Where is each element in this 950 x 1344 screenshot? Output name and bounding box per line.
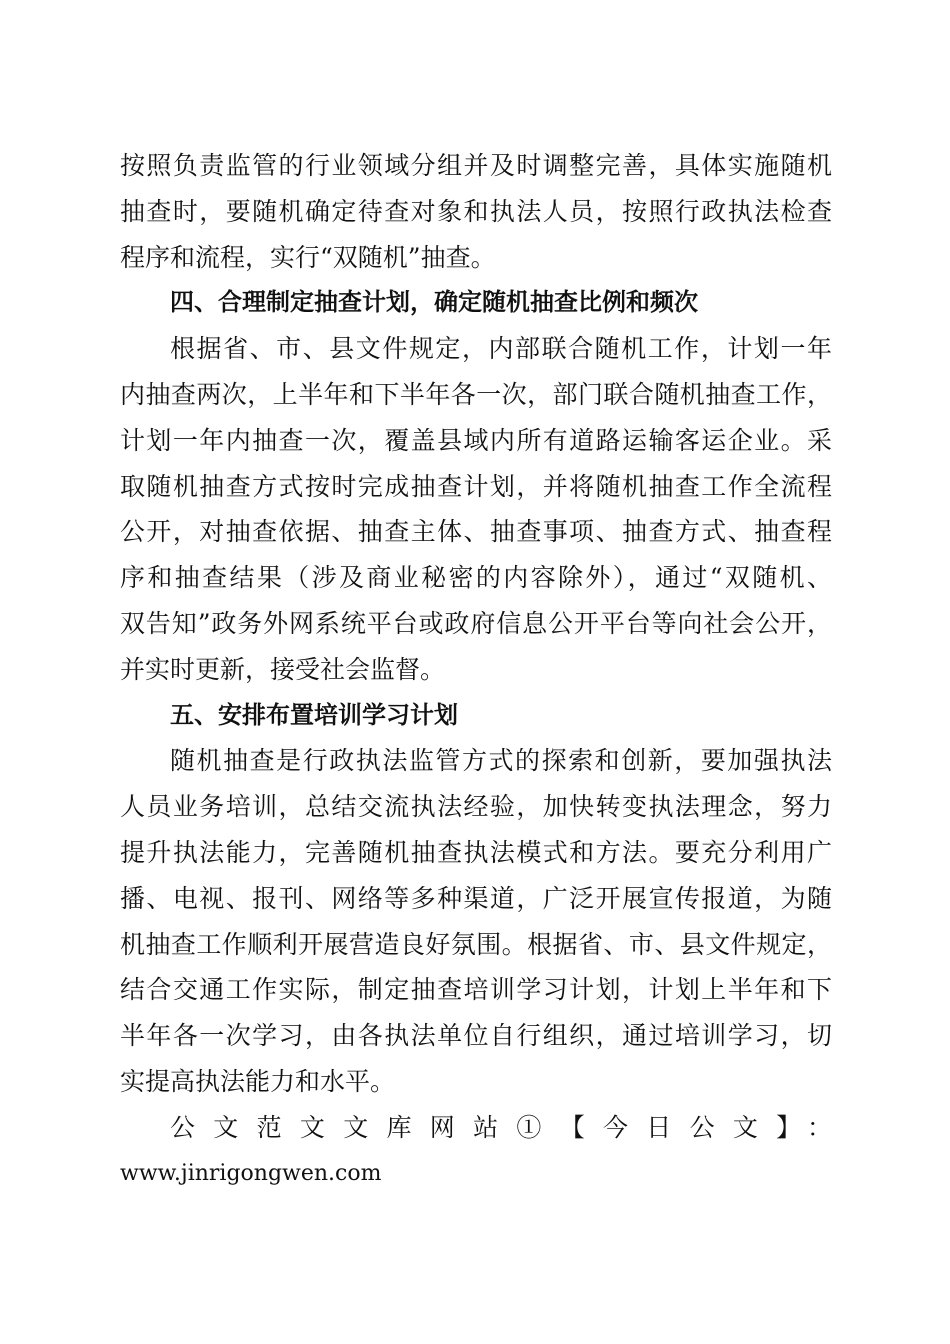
text-line: 序和抽查结果（涉及商业秘密的内容除外），通过“双随机、 — [120, 563, 832, 593]
section-heading: 四、合理制定抽查计划，确定随机抽查比例和频次 — [170, 288, 698, 317]
section-four — [120, 280, 832, 692]
section-five — [120, 693, 832, 1105]
text-line: 抽查时，要随机确定待查对象和执法人员，按照行政执法检查 — [120, 196, 832, 226]
text-line: 实提高执法能力和水平。 — [120, 1066, 396, 1096]
paragraph-top — [120, 143, 832, 280]
text-line: 并实时更新，接受社会监督。 — [120, 654, 446, 684]
section-heading: 五、安排布置培训学习计划 — [170, 700, 458, 729]
text-line: 根据省、市、县文件规定，内部联合随机工作，计划一年 — [170, 334, 832, 364]
text-line: 取随机抽查方式按时完成抽查计划，并将随机抽查工作全流程 — [120, 471, 832, 501]
source-url[interactable]: www.jinrigongwen.com — [120, 1160, 382, 1186]
text-line: 播、电视、报刊、网络等多种渠道，广泛开展宣传报道，为随 — [120, 883, 832, 913]
text-line: 按照负责监管的行业领域分组并及时调整完善，具体实施随机 — [120, 151, 832, 180]
text-line: 公开，对抽查依据、抽查主体、抽查事项、抽查方式、抽查程 — [120, 517, 832, 547]
text-line: 程序和流程，实行“双随机”抽查。 — [120, 242, 496, 272]
text-line: 机抽查工作顺利开展营造良好氛围。根据省、市、县文件规定， — [120, 929, 832, 959]
text-line: 结合交通工作实际，制定抽查培训学习计划，计划上半年和下 — [120, 975, 832, 1005]
text-line: 随机抽查是行政执法监管方式的探索和创新，要加强执法 — [170, 746, 832, 776]
document-page — [120, 143, 832, 1196]
text-line: 内抽查两次，上半年和下半年各一次，部门联合随机抽查工作， — [120, 379, 832, 409]
source-line: 公文范文文库网站①【今日公文】： — [170, 1112, 832, 1142]
footer-source — [120, 1105, 832, 1197]
text-line: 计划一年内抽查一次，覆盖县域内所有道路运输客运企业。采 — [120, 425, 832, 455]
text-line: 提升执法能力，完善随机抽查执法模式和方法。要充分利用广 — [120, 837, 832, 867]
text-line: 双告知”政务外网系统平台或政府信息公开平台等向社会公开， — [120, 608, 832, 638]
text-line: 人员业务培训，总结交流执法经验，加快转变执法理念，努力 — [120, 792, 832, 822]
text-line: 半年各一次学习，由各执法单位自行组织，通过培训学习，切 — [120, 1021, 832, 1051]
